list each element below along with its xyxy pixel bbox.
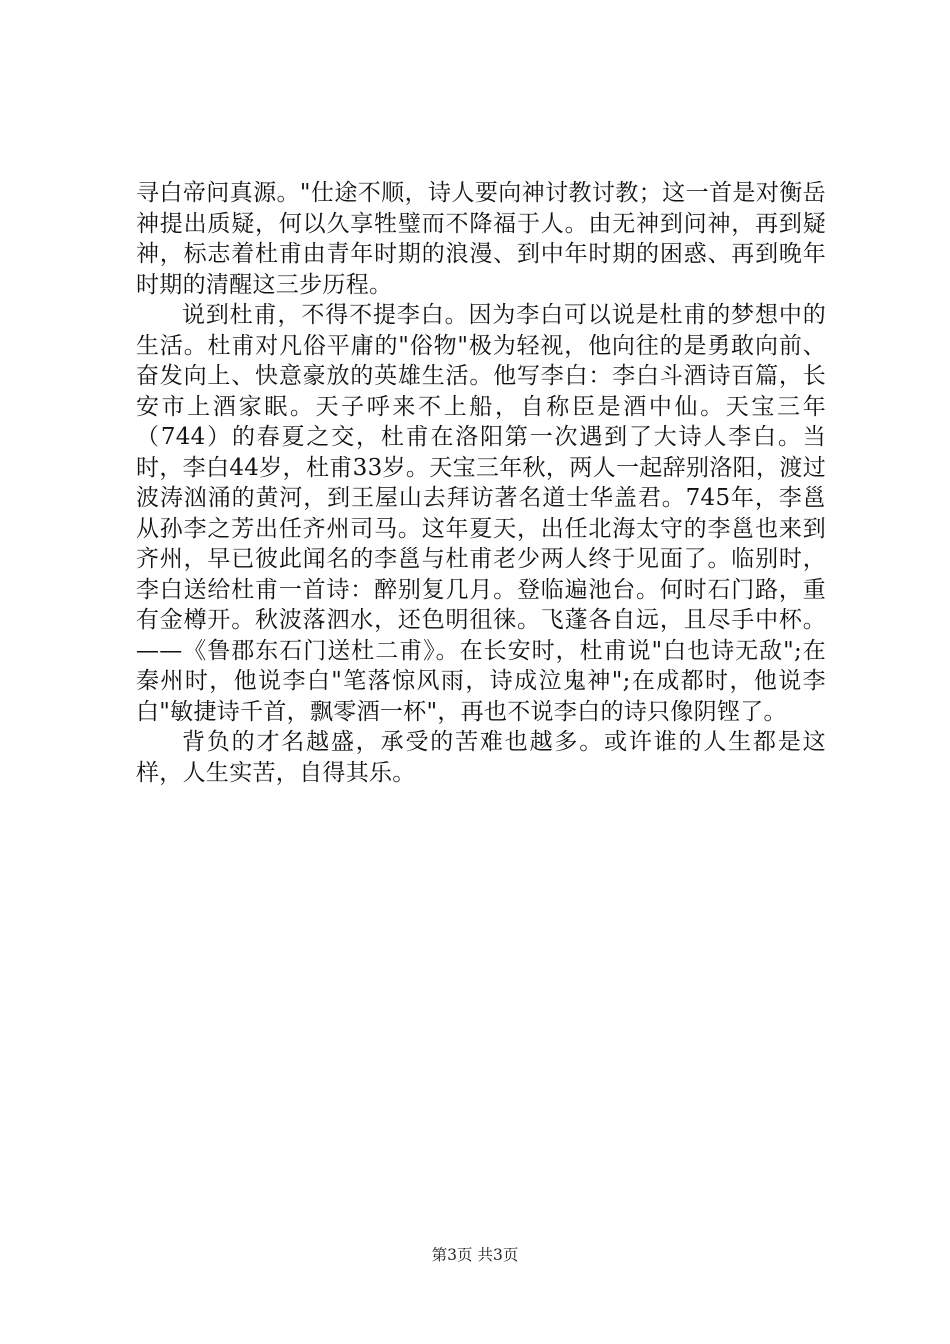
page-number-label: 第3页 共3页 [431,1246,519,1264]
paragraph-3: 背负的才名越盛，承受的苦难也越多。或许谁的人生都是这样，人生实苦，自得其乐。 [136,729,826,786]
paragraph-1: 寻白帝问真源。"仕途不顺，诗人要向神讨教讨教；这一首是对衡岳神提出质疑，何以久享牲璧而不降福于人。由无神到问神，再到疑神，标志着杜甫由青年时期的浪漫、到中年时期的困惑、再到晚年时期的清醒这三步历程。 [136,180,826,298]
document-body [136,178,826,788]
paragraph-2: 说到杜甫，不得不提李白。因为李白可以说是杜甫的梦想中的生活。杜甫对凡俗平庸的"俗物"极为轻视，他向往的是勇敢向前、奋发向上、快意豪放的英雄生活。他写李白：李白斗酒诗百篇，长安市上酒家眠。天子呼来不上船，自称臣是酒中仙。天宝三年（744）的春夏之交，杜甫在洛阳第一次遇到了大诗人李白。当时，李白44岁，杜甫33岁。天宝三年秋，两人一起辞别洛阳，渡过波涛汹涌的黄河，到王屋山去拜访著名道士华盖君。745年，李邕从孙李之芳出任齐州司马。这年夏天，出任北海太守的李邕也来到齐州，早已彼此闻名的李邕与杜甫老少两人终于见面了。临别时，李白送给杜甫一首诗：醉别复几月。登临遍池台。何时石门路，重有金樽开。秋波落泗水，还色明徂徕。飞蓬各自远，且尽手中杯。——《鲁郡东石门送杜二甫》。在长安时，杜甫说"白也诗无敌";在秦州时，他说李白"笔落惊风雨，诗成泣鬼神";在成都时，他说李白"敏捷诗千首，飘零酒一杯"，再也不说李白的诗只像阴铿了。 [136,302,826,725]
page-footer [0,1243,950,1265]
